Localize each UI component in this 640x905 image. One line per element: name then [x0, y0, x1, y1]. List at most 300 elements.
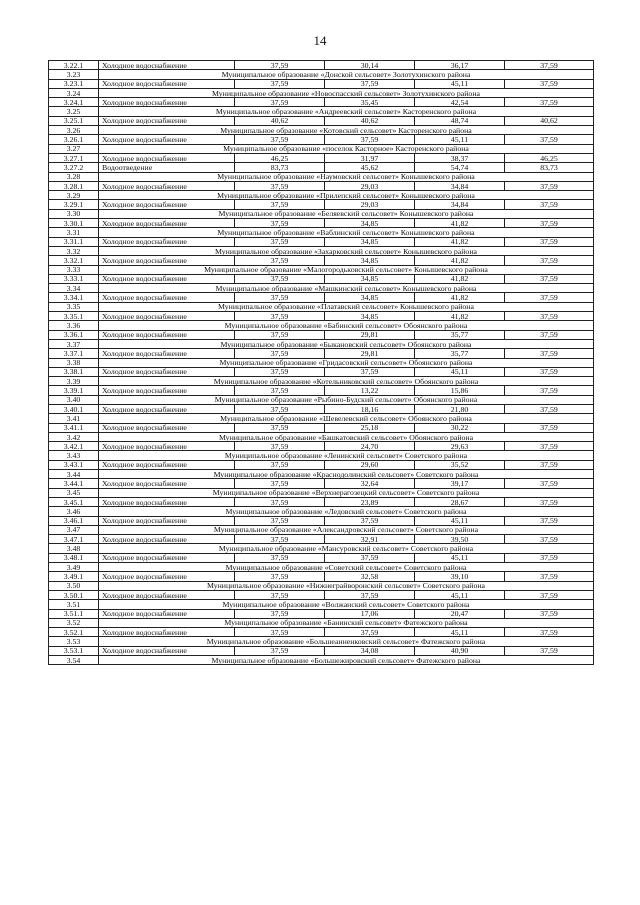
tariff-value-3: 39,10	[415, 572, 505, 581]
service-name: Холодное водоснабжение	[99, 628, 235, 637]
row-code: 3.52	[49, 618, 99, 627]
row-code: 3.27	[49, 144, 99, 153]
tariff-value-1: 37,59	[235, 256, 325, 265]
row-code: 3.36	[49, 321, 99, 330]
municipality-row	[49, 284, 594, 293]
row-code: 3.30.1	[49, 219, 99, 228]
row-code: 3.54	[49, 656, 99, 665]
tariff-value-3: 29,63	[415, 442, 505, 451]
tariff-value-2: 17,06	[325, 609, 415, 618]
tariff-value-2: 24,70	[325, 442, 415, 451]
table-row	[49, 646, 594, 655]
service-name: Холодное водоснабжение	[99, 135, 235, 144]
row-code: 3.37.1	[49, 349, 99, 358]
service-name: Холодное водоснабжение	[99, 79, 235, 88]
service-name: Холодное водоснабжение	[99, 497, 235, 506]
tariff-value-1: 46,25	[235, 153, 325, 162]
tariff-value-2: 37,59	[325, 135, 415, 144]
row-code: 3.36.1	[49, 330, 99, 339]
row-code: 3.24.1	[49, 98, 99, 107]
tariff-value-1: 37,59	[235, 609, 325, 618]
tariff-value-3: 36,17	[415, 61, 505, 70]
service-name: Холодное водоснабжение	[99, 256, 235, 265]
tariff-value-3: 41,82	[415, 219, 505, 228]
tariff-value-2: 37,59	[325, 553, 415, 562]
tariff-value-4: 37,59	[505, 404, 594, 413]
row-code: 3.38	[49, 358, 99, 367]
row-code: 3.29.1	[49, 200, 99, 209]
service-name: Холодное водоснабжение	[99, 98, 235, 107]
tariff-value-2: 13,22	[325, 386, 415, 395]
table-row	[49, 219, 594, 228]
tariff-value-1: 40,62	[235, 116, 325, 125]
municipality-title: Муниципальное образование «Большежировский сельсовет» Фатежского района	[99, 656, 594, 665]
table-row	[49, 423, 594, 432]
row-code: 3.40	[49, 395, 99, 404]
tariff-value-3: 40,90	[415, 646, 505, 655]
tariff-value-1: 37,59	[235, 274, 325, 283]
municipality-title: Муниципальное образование «Андреевский сельсовет» Касторенского района	[99, 107, 594, 116]
tariff-value-4: 37,59	[505, 330, 594, 339]
tariff-value-2: 29,81	[325, 349, 415, 358]
tariff-value-2: 25,18	[325, 423, 415, 432]
tariff-value-1: 37,59	[235, 553, 325, 562]
municipality-title: Муниципальное образование «Банинский сельсовет» Фатежского района	[99, 618, 594, 627]
municipality-title: Муниципальное образование «Шевелевский сельсовет» Обоянского района	[99, 414, 594, 423]
row-code: 3.26.1	[49, 135, 99, 144]
page-number: 14	[313, 33, 327, 48]
service-name: Холодное водоснабжение	[99, 274, 235, 283]
tariff-value-4: 37,59	[505, 628, 594, 637]
tariff-value-4: 37,59	[505, 237, 594, 246]
municipality-title: Муниципальное образование «Платавский сельсовет» Конышевского района	[99, 302, 594, 311]
table-row	[49, 98, 594, 107]
service-name: Холодное водоснабжение	[99, 535, 235, 544]
table-row	[49, 61, 594, 70]
table-row	[49, 79, 594, 88]
row-code: 3.35	[49, 302, 99, 311]
table-row	[49, 153, 594, 162]
tariff-value-2: 32,64	[325, 479, 415, 488]
tariff-value-4: 37,59	[505, 535, 594, 544]
service-name: Холодное водоснабжение	[99, 572, 235, 581]
tariff-value-2: 29,03	[325, 181, 415, 190]
tariff-value-3: 35,77	[415, 330, 505, 339]
municipality-row	[49, 563, 594, 572]
table-row	[49, 460, 594, 469]
row-code: 3.40.1	[49, 404, 99, 413]
row-code: 3.52.1	[49, 628, 99, 637]
municipality-title: Муниципальное образование «Нижнеграйворонский сельсовет» Советского района	[99, 581, 594, 590]
service-name: Холодное водоснабжение	[99, 200, 235, 209]
tariff-value-1: 37,59	[235, 404, 325, 413]
service-name: Холодное водоснабжение	[99, 386, 235, 395]
tariff-value-3: 35,77	[415, 349, 505, 358]
municipality-title: Муниципальное образование «Мансуровский сельсовет» Советского района	[99, 544, 594, 553]
tariff-value-1: 37,59	[235, 79, 325, 88]
table-row	[49, 330, 594, 339]
row-code: 3.28.1	[49, 181, 99, 190]
tariff-value-2: 34,85	[325, 274, 415, 283]
table-row	[49, 293, 594, 302]
tariff-value-2: 34,85	[325, 237, 415, 246]
tariff-value-1: 37,59	[235, 646, 325, 655]
tariff-value-2: 35,45	[325, 98, 415, 107]
municipality-title: Муниципальное образование «Большеанненковский сельсовет» Фатежского района	[99, 637, 594, 646]
table-row	[49, 256, 594, 265]
row-code: 3.37	[49, 339, 99, 348]
tariff-value-1: 37,59	[235, 535, 325, 544]
tariff-value-4: 37,59	[505, 590, 594, 599]
tariff-value-3: 41,82	[415, 293, 505, 302]
tariff-value-1: 37,59	[235, 200, 325, 209]
municipality-row	[49, 488, 594, 497]
table-row	[49, 590, 594, 599]
service-name: Холодное водоснабжение	[99, 646, 235, 655]
row-code: 3.41	[49, 414, 99, 423]
municipality-row	[49, 107, 594, 116]
row-code: 3.50	[49, 581, 99, 590]
service-name: Холодное водоснабжение	[99, 312, 235, 321]
tariff-value-4: 37,59	[505, 135, 594, 144]
row-code: 3.33	[49, 265, 99, 274]
municipality-title: Муниципальное образование «Ледовский сельсовет» Советского района	[99, 507, 594, 516]
tariff-value-2: 29,81	[325, 330, 415, 339]
row-code: 3.47.1	[49, 535, 99, 544]
municipality-row	[49, 525, 594, 534]
table-row	[49, 312, 594, 321]
tariff-value-1: 37,59	[235, 367, 325, 376]
municipality-row	[49, 126, 594, 135]
row-code: 3.30	[49, 209, 99, 218]
tariff-value-3: 35,52	[415, 460, 505, 469]
tariff-value-4: 37,59	[505, 572, 594, 581]
municipality-row	[49, 656, 594, 665]
table-row	[49, 442, 594, 451]
tariff-value-4: 37,59	[505, 460, 594, 469]
row-code: 3.24	[49, 88, 99, 97]
row-code: 3.49.1	[49, 572, 99, 581]
tariff-table	[48, 60, 594, 665]
tariff-value-3: 45,11	[415, 590, 505, 599]
tariff-value-3: 28,67	[415, 497, 505, 506]
municipality-row	[49, 451, 594, 460]
service-name: Холодное водоснабжение	[99, 609, 235, 618]
tariff-value-1: 37,59	[235, 572, 325, 581]
table-row	[49, 349, 594, 358]
municipality-title: Муниципальное образование «Бабинский сельсовет» Обоянского района	[99, 321, 594, 330]
municipality-title: Муниципальное образование «Быкановский сельсовет» Обоянского района	[99, 339, 594, 348]
municipality-title: Муниципальное образование «Котовский сельсовет» Касторенского района	[99, 126, 594, 135]
row-code: 3.23.1	[49, 79, 99, 88]
tariff-value-4: 37,59	[505, 200, 594, 209]
tariff-value-2: 37,59	[325, 79, 415, 88]
row-code: 3.42	[49, 432, 99, 441]
tariff-value-2: 32,91	[325, 535, 415, 544]
row-code: 3.27.1	[49, 153, 99, 162]
municipality-title: Муниципальное образование «Донской сельсовет» Золотухинского района	[99, 70, 594, 79]
tariff-value-1: 37,59	[235, 497, 325, 506]
table-row	[49, 553, 594, 562]
service-name: Холодное водоснабжение	[99, 237, 235, 246]
municipality-row	[49, 377, 594, 386]
row-code: 3.53.1	[49, 646, 99, 655]
municipality-row	[49, 265, 594, 274]
row-code: 3.50.1	[49, 590, 99, 599]
tariff-value-1: 83,73	[235, 163, 325, 172]
service-name: Холодное водоснабжение	[99, 460, 235, 469]
service-name: Холодное водоснабжение	[99, 479, 235, 488]
service-name: Холодное водоснабжение	[99, 153, 235, 162]
municipality-row	[49, 246, 594, 255]
tariff-value-4: 40,62	[505, 116, 594, 125]
tariff-value-1: 37,59	[235, 135, 325, 144]
tariff-value-4: 37,59	[505, 349, 594, 358]
tariff-value-4: 37,59	[505, 423, 594, 432]
municipality-row	[49, 321, 594, 330]
row-code: 3.22.1	[49, 61, 99, 70]
municipality-row	[49, 414, 594, 423]
tariff-value-1: 37,59	[235, 293, 325, 302]
municipality-row	[49, 581, 594, 590]
municipality-row	[49, 637, 594, 646]
row-code: 3.48.1	[49, 553, 99, 562]
tariff-value-2: 34,85	[325, 219, 415, 228]
row-code: 3.46.1	[49, 516, 99, 525]
tariff-value-4: 46,25	[505, 153, 594, 162]
row-code: 3.32	[49, 246, 99, 255]
table-row	[49, 386, 594, 395]
tariff-value-4: 37,59	[505, 609, 594, 618]
service-name: Холодное водоснабжение	[99, 116, 235, 125]
tariff-value-4: 37,59	[505, 442, 594, 451]
municipality-row	[49, 191, 594, 200]
municipality-row	[49, 70, 594, 79]
tariff-value-2: 37,59	[325, 516, 415, 525]
municipality-title: Муниципальное образование «Новоспасский сельсовет» Золотухинского района	[99, 88, 594, 97]
row-code: 3.45	[49, 488, 99, 497]
row-code: 3.38.1	[49, 367, 99, 376]
tariff-value-4: 37,59	[505, 479, 594, 488]
tariff-value-4: 37,59	[505, 219, 594, 228]
tariff-value-1: 37,59	[235, 330, 325, 339]
tariff-value-4: 37,59	[505, 367, 594, 376]
municipality-title: Муниципальное образование «Александровский сельсовет» Советского района	[99, 525, 594, 534]
table-row	[49, 181, 594, 190]
tariff-value-3: 30,22	[415, 423, 505, 432]
row-code: 3.29	[49, 191, 99, 200]
table-row	[49, 200, 594, 209]
municipality-row	[49, 544, 594, 553]
tariff-value-4: 37,59	[505, 79, 594, 88]
tariff-value-2: 37,59	[325, 590, 415, 599]
row-code: 3.25	[49, 107, 99, 116]
municipality-title: Муниципальное образование «Беляевский сельсовет» Конышевского района	[99, 209, 594, 218]
tariff-value-4: 37,59	[505, 274, 594, 283]
municipality-title: Муниципальное образование «Советский сельсовет» Советского района	[99, 563, 594, 572]
tariff-value-2: 23,89	[325, 497, 415, 506]
municipality-row	[49, 144, 594, 153]
tariff-value-3: 39,50	[415, 535, 505, 544]
tariff-value-3: 48,74	[415, 116, 505, 125]
tariff-value-3: 20,47	[415, 609, 505, 618]
municipality-title: Муниципальное образование «Волжанский сельсовет» Советского района	[99, 600, 594, 609]
municipality-title: Муниципальное образование «Краснодолинский сельсовет» Советского района	[99, 470, 594, 479]
tariff-value-2: 37,59	[325, 628, 415, 637]
tariff-value-3: 45,11	[415, 79, 505, 88]
tariff-value-3: 45,11	[415, 553, 505, 562]
row-code: 3.48	[49, 544, 99, 553]
table-row	[49, 135, 594, 144]
municipality-row	[49, 507, 594, 516]
municipality-row	[49, 339, 594, 348]
tariff-value-1: 37,59	[235, 423, 325, 432]
table-row	[49, 497, 594, 506]
row-code: 3.39.1	[49, 386, 99, 395]
table-row	[49, 628, 594, 637]
table-row	[49, 163, 594, 172]
service-name: Холодное водоснабжение	[99, 423, 235, 432]
municipality-row	[49, 88, 594, 97]
row-code: 3.34	[49, 284, 99, 293]
row-code: 3.44.1	[49, 479, 99, 488]
municipality-row	[49, 302, 594, 311]
tariff-value-1: 37,59	[235, 628, 325, 637]
tariff-value-2: 34,85	[325, 293, 415, 302]
tariff-value-4: 37,59	[505, 516, 594, 525]
tariff-value-3: 41,82	[415, 256, 505, 265]
row-code: 3.31	[49, 228, 99, 237]
municipality-title: Муниципальное образование «Ленинский сельсовет» Советского района	[99, 451, 594, 460]
row-code: 3.51.1	[49, 609, 99, 618]
row-code: 3.47	[49, 525, 99, 534]
tariff-value-2: 18,16	[325, 404, 415, 413]
row-code: 3.31.1	[49, 237, 99, 246]
row-code: 3.41.1	[49, 423, 99, 432]
table-row	[49, 404, 594, 413]
service-name: Холодное водоснабжение	[99, 404, 235, 413]
tariff-value-4: 37,59	[505, 61, 594, 70]
municipality-row	[49, 358, 594, 367]
row-code: 3.49	[49, 563, 99, 572]
service-name: Холодное водоснабжение	[99, 442, 235, 451]
tariff-value-3: 34,84	[415, 200, 505, 209]
row-code: 3.45.1	[49, 497, 99, 506]
tariff-value-3: 54,74	[415, 163, 505, 172]
tariff-value-4: 37,59	[505, 386, 594, 395]
service-name: Холодное водоснабжение	[99, 349, 235, 358]
table-row	[49, 535, 594, 544]
municipality-row	[49, 600, 594, 609]
tariff-value-1: 37,59	[235, 181, 325, 190]
municipality-title: Муниципальное образование «Малогородьковский сельсовет» Конышевского района	[99, 265, 594, 274]
service-name: Холодное водоснабжение	[99, 61, 235, 70]
tariff-value-3: 45,11	[415, 135, 505, 144]
municipality-row	[49, 172, 594, 181]
tariff-value-2: 29,60	[325, 460, 415, 469]
service-name: Водоотведение	[99, 163, 235, 172]
tariff-value-2: 34,85	[325, 256, 415, 265]
tariff-value-1: 37,59	[235, 516, 325, 525]
row-code: 3.26	[49, 126, 99, 135]
municipality-row	[49, 470, 594, 479]
municipality-title: Муниципальное образование «Ваблинский сельсовет» Конышевского района	[99, 228, 594, 237]
municipality-row	[49, 209, 594, 218]
service-name: Холодное водоснабжение	[99, 330, 235, 339]
tariff-value-3: 42,54	[415, 98, 505, 107]
tariff-value-2: 37,59	[325, 367, 415, 376]
row-code: 3.43.1	[49, 460, 99, 469]
table-row	[49, 274, 594, 283]
municipality-title: Муниципальное образование «Машкинский сельсовет» Конышевского района	[99, 284, 594, 293]
tariff-value-1: 37,59	[235, 460, 325, 469]
tariff-value-2: 45,62	[325, 163, 415, 172]
row-code: 3.53	[49, 637, 99, 646]
municipality-title: Муниципальное образование «Прилепский сельсовет» Конышевского района	[99, 191, 594, 200]
tariff-value-3: 15,86	[415, 386, 505, 395]
table-row	[49, 479, 594, 488]
tariff-value-3: 41,82	[415, 312, 505, 321]
tariff-value-3: 39,17	[415, 479, 505, 488]
tariff-value-4: 37,59	[505, 646, 594, 655]
tariff-value-3: 45,11	[415, 367, 505, 376]
row-code: 3.46	[49, 507, 99, 516]
tariff-value-1: 37,59	[235, 237, 325, 246]
tariff-value-2: 29,03	[325, 200, 415, 209]
service-name: Холодное водоснабжение	[99, 553, 235, 562]
row-code: 3.27.2	[49, 163, 99, 172]
tariff-value-2: 31,97	[325, 153, 415, 162]
tariff-value-2: 32,58	[325, 572, 415, 581]
table-row	[49, 237, 594, 246]
tariff-value-1: 37,59	[235, 98, 325, 107]
tariff-value-1: 37,59	[235, 386, 325, 395]
tariff-value-4: 37,59	[505, 98, 594, 107]
tariff-value-3: 45,11	[415, 516, 505, 525]
row-code: 3.33.1	[49, 274, 99, 283]
table-row	[49, 572, 594, 581]
tariff-value-1: 37,59	[235, 312, 325, 321]
tariff-value-2: 40,62	[325, 116, 415, 125]
service-name: Холодное водоснабжение	[99, 590, 235, 599]
tariff-value-3: 34,84	[415, 181, 505, 190]
row-code: 3.28	[49, 172, 99, 181]
tariff-value-4: 37,59	[505, 497, 594, 506]
service-name: Холодное водоснабжение	[99, 293, 235, 302]
tariff-value-1: 37,59	[235, 61, 325, 70]
municipality-row	[49, 395, 594, 404]
table-row	[49, 609, 594, 618]
municipality-row	[49, 228, 594, 237]
tariff-table-body	[49, 61, 594, 665]
tariff-value-4: 37,59	[505, 181, 594, 190]
municipality-title: Муниципальное образование «Гридасовский сельсовет» Обоянского района	[99, 358, 594, 367]
municipality-title: Муниципальное образование «Наумовский сельсовет» Конышевского района	[99, 172, 594, 181]
tariff-value-1: 37,59	[235, 349, 325, 358]
tariff-value-4: 37,59	[505, 256, 594, 265]
municipality-title: Муниципальное образование «Рыбино-Будский сельсовет» Обоянского района	[99, 395, 594, 404]
row-code: 3.43	[49, 451, 99, 460]
municipality-title: Муниципальное образование «Верхнерагозецкий сельсовет» Советского района	[99, 488, 594, 497]
tariff-value-4: 37,59	[505, 553, 594, 562]
row-code: 3.44	[49, 470, 99, 479]
municipality-title: Муниципальное образование «поселок Касторное» Касторенского района	[99, 144, 594, 153]
row-code: 3.51	[49, 600, 99, 609]
row-code: 3.32.1	[49, 256, 99, 265]
municipality-row	[49, 618, 594, 627]
service-name: Холодное водоснабжение	[99, 219, 235, 228]
tariff-value-3: 41,82	[415, 237, 505, 246]
